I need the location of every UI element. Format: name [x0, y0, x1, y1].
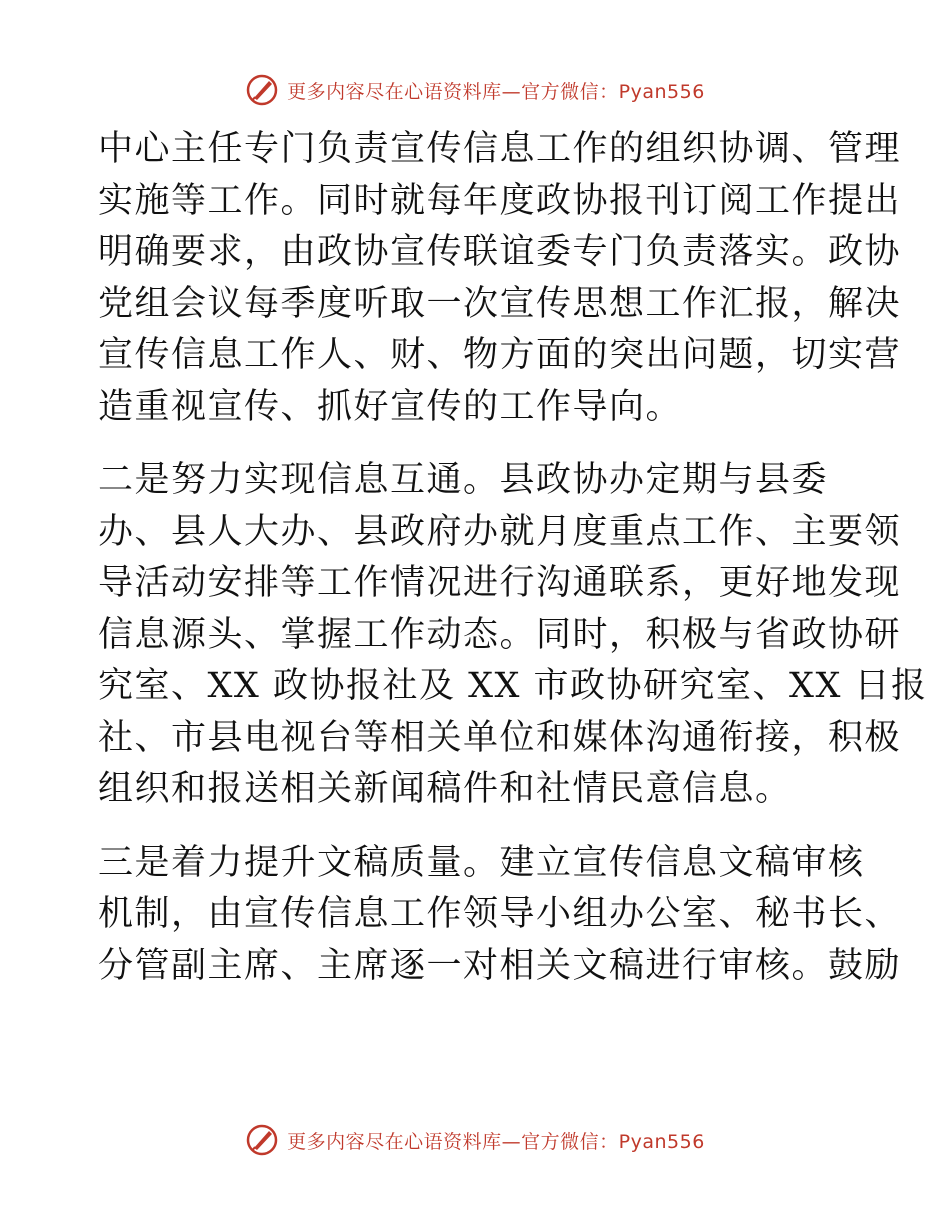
- text-line: 明确要求，由政协宣传联谊委专门负责落实。政协: [98, 232, 902, 272]
- quill-pen-circle-icon: [245, 1123, 279, 1157]
- text-line: 社、市县电视台等相关单位和媒体沟通衔接，积极: [98, 717, 902, 758]
- quill-pen-circle-icon: [245, 73, 279, 107]
- watermark-text: 更多内容尽在心语资料库—官方微信：Pyan556: [287, 1130, 705, 1153]
- text-line: 信息源头、掌握工作动态。同时，积极与省政协研: [98, 614, 902, 655]
- text-line: 党组会议每季度听取一次宣传思想工作汇报，解决: [98, 283, 902, 324]
- document-body: [98, 124, 928, 992]
- text-line: 三是着力提升文稿质量。建立宣传信息文稿审核: [98, 842, 865, 883]
- watermark-text: 更多内容尽在心语资料库—官方微信：Pyan556: [287, 80, 705, 103]
- text-line: 造重视宣传、抓好宣传的工作导向。: [98, 386, 683, 427]
- text-line: 导活动安排等工作情况进行沟通联系，更好地发现: [98, 563, 902, 603]
- text-line: 究室、XX 政协报社及 XX 市政协研究室、XX 日报: [98, 666, 928, 706]
- text-line: 办、县人大办、县政府办就月度重点工作、主要领: [98, 511, 902, 552]
- text-line: 实施等工作。同时就每年度政协报刊订阅工作提出: [98, 180, 902, 221]
- footer-watermark: [0, 1120, 950, 1160]
- paragraph: [98, 455, 928, 816]
- text-line: 宣传信息工作人、财、物方面的突出问题，切实营: [98, 335, 902, 375]
- paragraph: [98, 124, 902, 433]
- text-line: 中心主任专门负责宣传信息工作的组织协调、管理: [98, 129, 902, 169]
- text-line: 分管副主席、主席逐一对相关文稿进行审核。鼓励: [98, 945, 902, 986]
- text-line: 二是努力实现信息互通。县政协办定期与县委: [98, 460, 829, 500]
- header-watermark: [0, 70, 950, 110]
- paragraph: [98, 838, 902, 993]
- text-line: 组织和报送相关新闻稿件和社情民意信息。: [98, 769, 792, 809]
- text-line: 机制，由宣传信息工作领导小组办公室、秘书长、: [98, 894, 902, 934]
